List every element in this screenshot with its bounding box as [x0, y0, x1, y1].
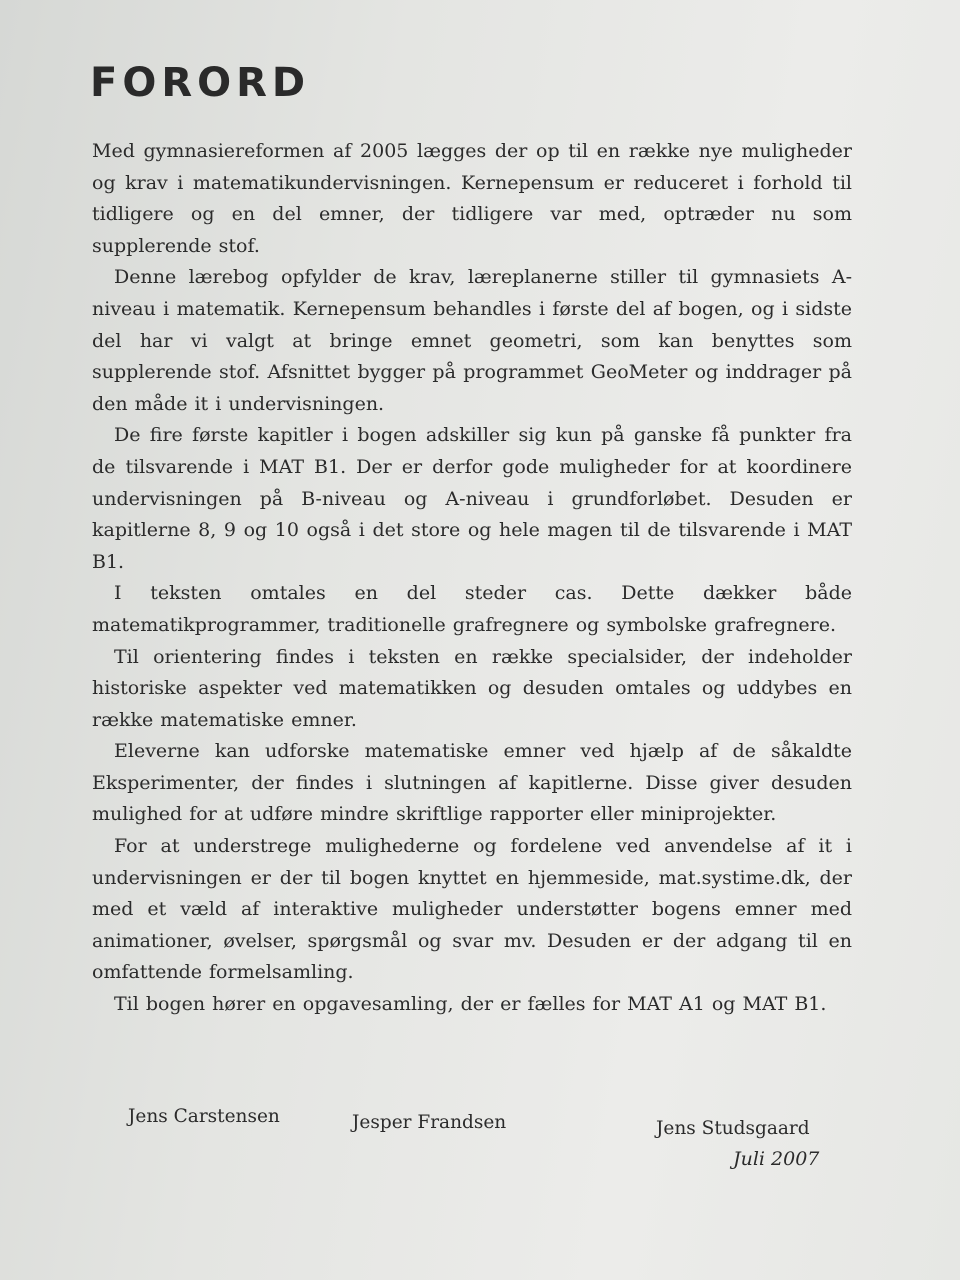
paragraph-7: For at understrege mulighederne og fordelene ved anvendelse af it i undervisningen er der til bogen knyttet en hjemmeside, mat.systime.dk, der med et væld af interaktive muligheder understøtter bogens emner med animationer, øvelser, spørgsmål og svar mv. Desuden er der adgang til en omfattende formelsamling. [92, 835, 852, 984]
page-title: FORORD [90, 60, 311, 106]
preface-body [92, 136, 852, 1021]
paragraph-2: Denne lærebog opfylder de krav, læreplanerne stiller til gymnasiets A-niveau i matematik. Kernepensum behandles i første del af bogen, og i sidste del har vi valgt at bringe emnet geometri, som kan benyttes som supplerende stof. Afsnittet bygger på programmet GeoMeter og inddrager på den måde it i undervisningen. [92, 266, 852, 415]
paragraph-1: Med gymnasiereformen af 2005 lægges der op til en række nye muligheder og krav i matematikundervisningen. Kernepensum er reduceret i forhold til tidligere og en del emner, der tidligere var med, optræder nu som supplerende stof. [92, 140, 852, 257]
paragraph-8: Til bogen hører en opgavesamling, der er fælles for MAT A1 og MAT B1. [114, 993, 827, 1016]
date-line: Juli 2007 [733, 1148, 820, 1170]
author-signature-studsgaard: Jens Studsgaard [656, 1118, 810, 1139]
author-signature-frandsen: Jesper Frandsen [352, 1112, 507, 1133]
paragraph-3: De fire første kapitler i bogen adskiller sig kun på ganske få punkter fra de tilsvarende i MAT B1. Der er derfor gode muligheder for at koordinere undervisningen på B-niveau og A-niveau i grundforløbet. Desuden er kapitlerne 8, 9 og 10 også i det store og hele magen til de tilsvarende i MAT B1. [92, 424, 852, 573]
paragraph-5: Til orientering findes i teksten en række specialsider, der indeholder historiske aspekter ved matematikken og desuden omtales og uddybes en række matematiske emner. [92, 645, 852, 731]
paragraph-4: I teksten omtales en del steder cas. Dette dækker både matematikprogrammer, traditionelle grafregnere og symbolske grafregnere. [92, 582, 852, 636]
paragraph-6: Eleverne kan udforske matematiske emner ved hjælp af de såkaldte Eksperimenter, der findes i slutningen af kapitlerne. Disse giver desuden mulighed for at udføre mindre skriftlige rapporter eller miniprojekter. [92, 740, 852, 826]
author-signature-carstensen: Jens Carstensen [128, 1106, 280, 1127]
